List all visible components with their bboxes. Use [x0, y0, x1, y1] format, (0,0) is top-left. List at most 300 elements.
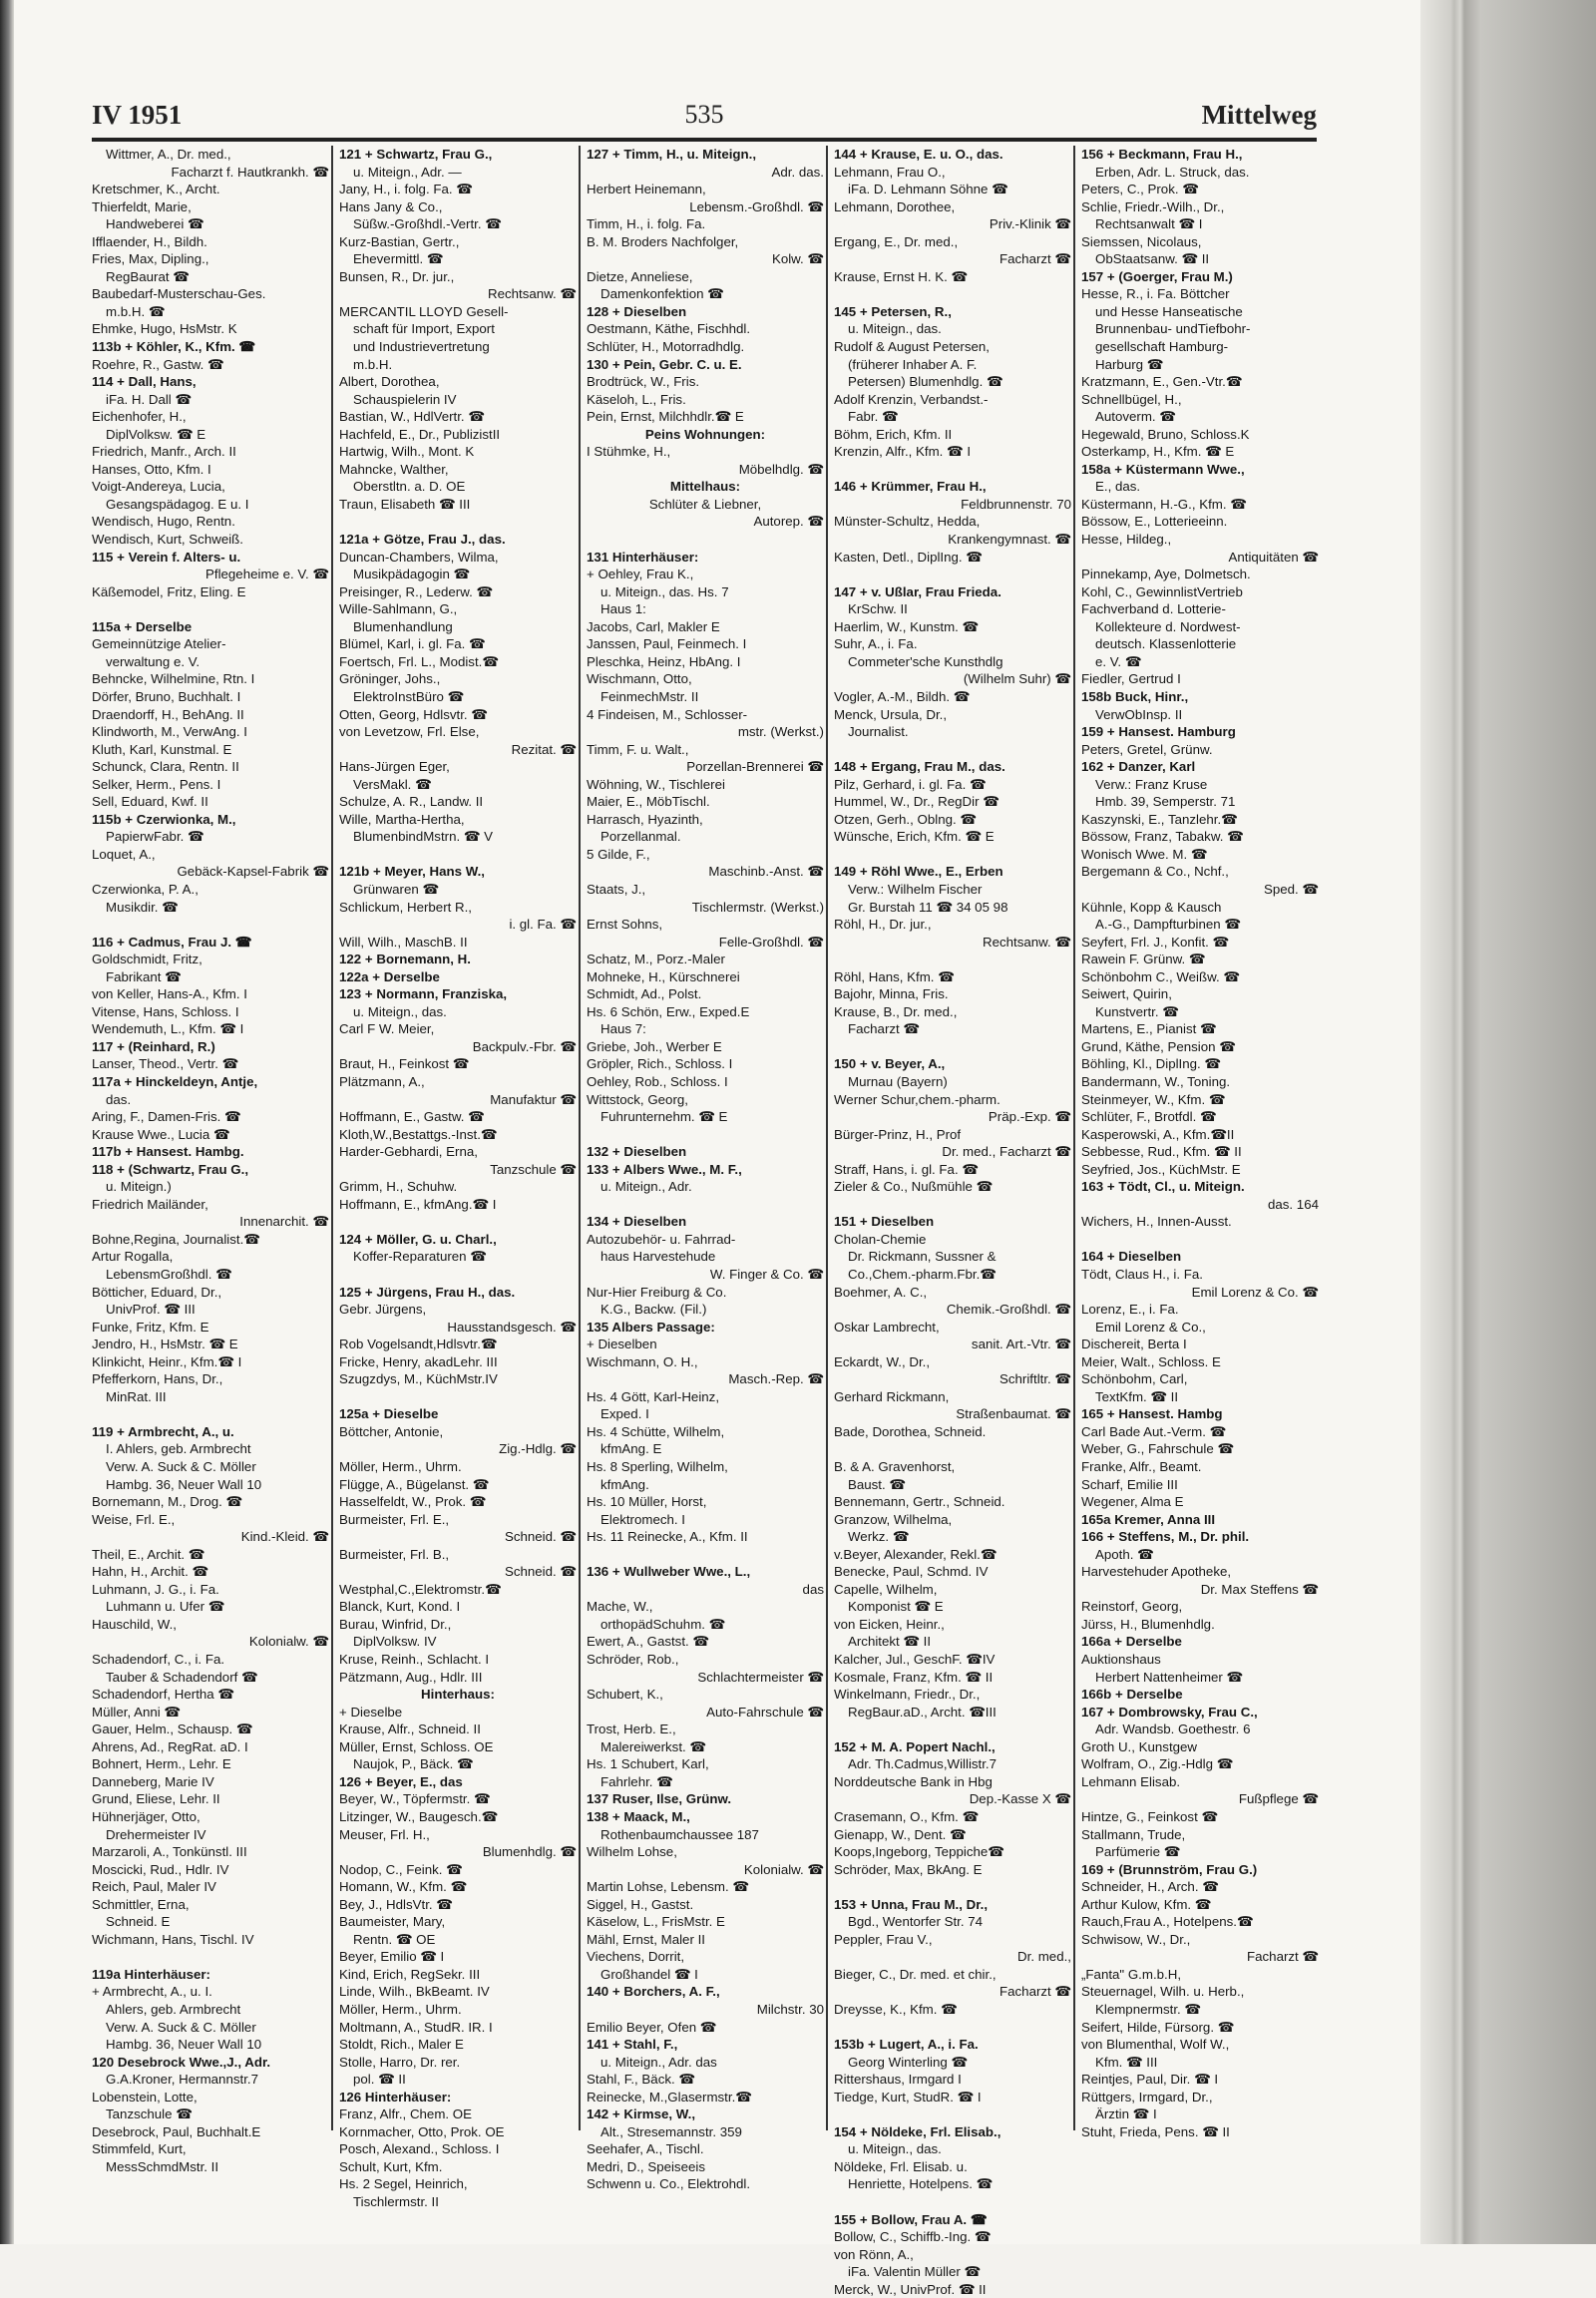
directory-entry: Franke, Alfr., Beamt. [1081, 1459, 1202, 1475]
directory-entry [92, 1405, 329, 1423]
directory-entry: Schmidt, Ad., Polst. [587, 986, 702, 1002]
directory-entry: Lebensm.-Großhdl. ☎ [689, 198, 824, 214]
directory-entry: Schlickum, Herbert R., [339, 899, 473, 915]
directory-entry: Luhmann, J. G., i. Fa. [92, 1581, 219, 1597]
directory-entry: 121a + Götze, Frau J., das. [339, 532, 506, 548]
directory-entry: Carl Bade Aut.-Verm. ☎ [1081, 1423, 1227, 1439]
directory-entry: Wendisch, Hugo, Rentn. [92, 514, 235, 530]
directory-entry: Kalcher, Jul., GeschF. ☎IV [834, 1652, 996, 1668]
directory-entry: Komponist ☎ E [848, 1599, 944, 1615]
directory-entry: Dr. Rickmann, Sussner & [848, 1249, 997, 1265]
directory-entry: Peppler, Frau V., [834, 1931, 933, 1947]
directory-entry [834, 1721, 1071, 1738]
directory-entry: Oskar Lambrecht, [834, 1319, 940, 1335]
directory-entry: Fiedler, Gertrud I [1081, 671, 1181, 687]
directory-entry: Ärztin ☎ I [1095, 2106, 1157, 2122]
directory-entry: mstr. (Werkst.) [737, 724, 824, 740]
directory-entry: u. Miteign., Adr. das [600, 2054, 717, 2070]
directory-entry: Hummel, W., Dr., RegDir ☎ [834, 794, 999, 810]
directory-entry: Vitense, Hans, Schloss. I [92, 1003, 239, 1019]
directory-entry: Bössow, Franz, Tabakw. ☎ [1081, 829, 1244, 845]
directory-entry: Baust. ☎ [848, 1476, 906, 1492]
directory-entry: 125a + Dieselbe [339, 1406, 439, 1422]
directory-entry: Kruse, Reinh., Schlacht. I [339, 1652, 490, 1668]
directory-entry: Facharzt ☎ [1247, 1949, 1319, 1965]
directory-entry: Oberstltn. a. D. OE [353, 479, 466, 495]
directory-entry: Tauber & Schadendorf ☎ [106, 1669, 258, 1685]
directory-entry: Käßemodel, Fritz, Eling. E [92, 583, 246, 599]
directory-entry: 117a + Hinckeldeyn, Antje, [92, 1073, 258, 1089]
directory-entry: Schneid. E [106, 1914, 171, 1930]
directory-entry: Reinstorf, Georg, [1081, 1599, 1183, 1615]
directory-entry: Schlüter, H., Motorradhdlg. [587, 339, 745, 355]
directory-entry: Priv.-Klinik ☎ [989, 216, 1071, 232]
directory-entry: Tödt, Claus H., i. Fa. [1081, 1267, 1203, 1282]
directory-entry: Bajohr, Minna, Fris. [834, 986, 949, 1002]
directory-entry: Schönbohm, Carl, [1081, 1371, 1188, 1387]
directory-entry: Bandermann, W., Toning. [1081, 1073, 1231, 1089]
directory-entry: Bgd., Wentorfer Str. 74 [848, 1914, 984, 1930]
directory-entry: Bade, Dorothea, Schneid. [834, 1423, 987, 1439]
directory-entry: Ehevermittl. ☎ [353, 251, 444, 267]
directory-entry [834, 741, 1071, 759]
directory-entry: Albert, Dorothea, [339, 374, 440, 390]
directory-entry: Krenzin, Alfr., Kfm. ☎ I [834, 444, 972, 460]
directory-entry: Rawein F. Grünw. ☎ [1081, 952, 1206, 967]
directory-entry: + Oehley, Frau K., [587, 567, 694, 582]
directory-entry: orthopädSchuhm. ☎ [600, 1616, 726, 1632]
column-5 [1081, 146, 1319, 2140]
directory-entry: Rentn. ☎ OE [353, 1931, 436, 1947]
directory-entry: Krause, Alfr., Schneid. II [339, 1722, 481, 1737]
directory-entry: Süßw.-Großhdl.-Vertr. ☎ [353, 216, 502, 232]
directory-entry: Otten, Georg, Hdlsvtr. ☎ [339, 706, 488, 722]
directory-entry: VersMakl. ☎ [353, 776, 432, 792]
directory-entry: 148 + Ergang, Frau M., das. [834, 759, 1005, 775]
directory-entry: Werkz. ☎ [848, 1529, 910, 1545]
directory-entry: von Rönn, A., [834, 2246, 914, 2262]
column-2 [339, 146, 577, 2209]
directory-entry: Benecke, Paul, Schmd. IV [834, 1564, 989, 1580]
directory-entry: 122a + Derselbe [339, 968, 440, 984]
directory-entry: Medri, D., Speiseeis [587, 2158, 705, 2174]
directory-entry: Blanck, Kurt, Kond. I [339, 1599, 461, 1615]
directory-entry: Kosmale, Franz, Kfm. ☎ II [834, 1669, 994, 1685]
directory-entry: Eichenhofer, H., [92, 409, 187, 425]
directory-entry [92, 600, 329, 618]
directory-entry: Burau, Winfrid, Dr., [339, 1616, 452, 1632]
directory-entry: Desebrock, Paul, Buchhalt.E [92, 2123, 261, 2139]
directory-entry: Dreysse, K., Kfm. ☎ [834, 2001, 958, 2017]
directory-entry: Franz, Alfr., Chem. OE [339, 2106, 473, 2122]
directory-entry: Klindworth, M., VerwAng. I [92, 724, 247, 740]
directory-entry: 145 + Petersen, R., [834, 303, 952, 319]
directory-entry: Jürss, H., Blumenhdlg. [1081, 1616, 1215, 1632]
directory-entry: und Hesse Hanseatische [1095, 303, 1243, 319]
directory-entry: 158a + Küstermann Wwe., [1081, 461, 1245, 477]
directory-entry: 4 Findeisen, M., Schlosser- [587, 706, 748, 722]
directory-entry: I. Ahlers, geb. Armbrecht [106, 1441, 251, 1457]
directory-entry: Hs. 2 Segel, Heinrich, [339, 2176, 468, 2192]
directory-entry: Wilhelm Lohse, [587, 1844, 677, 1860]
directory-entry: Kluth, Karl, Kunstmal. E [92, 741, 232, 757]
directory-entry: 164 + Dieselben [1081, 1249, 1182, 1265]
directory-entry: Bieger, C., Dr. med. et chir., [834, 1966, 997, 1982]
directory-entry: Grund, Käthe, Pension ☎ [1081, 1038, 1236, 1054]
directory-entry: Staats, J., [587, 881, 646, 897]
directory-entry: Blumenhandlung [353, 618, 453, 634]
directory-entry: m.b.H. ☎ [106, 303, 166, 319]
directory-entry: 154 + Nöldeke, Frl. Elisab., [834, 2123, 1001, 2139]
directory-entry: Stimmfeld, Kurt, [92, 2141, 187, 2157]
directory-entry: Ernst Sohns, [587, 917, 663, 933]
directory-entry: Posch, Alexand., Schloss. I [339, 2141, 500, 2157]
directory-entry: 122 + Bornemann, H. [339, 952, 471, 967]
directory-entry: Linde, Wilh., BkBeamt. IV [339, 1984, 490, 2000]
directory-entry: UnivProf. ☎ III [106, 1302, 196, 1318]
directory-entry: Rauch,Frau A., Hotelpens.☎ [1081, 1914, 1254, 1930]
directory-entry: Hs. 1 Schubert, Karl, [587, 1756, 709, 1772]
directory-entry: Seiwert, Quirin, [1081, 986, 1172, 1002]
directory-entry: Reich, Paul, Maler IV [92, 1879, 216, 1895]
directory-entry: Wolfram, O., Zig.-Hdlg ☎ [1081, 1756, 1234, 1772]
directory-entry: Kornmacher, Otto, Prok. OE [339, 2123, 505, 2139]
directory-entry: Zig.-Hdlg. ☎ [499, 1441, 577, 1457]
column-1 [92, 146, 329, 2174]
directory-entry: Wonisch Wwe. M. ☎ [1081, 846, 1208, 862]
directory-entry: Will, Wilh., MaschB. II [339, 934, 468, 950]
directory-entry: Grünwaren ☎ [353, 881, 440, 897]
directory-entry: 146 + Krümmer, Frau H., [834, 479, 987, 495]
directory-entry: Porzellan-Brennerei ☎ [686, 759, 824, 775]
directory-entry: Hmb. 39, Semperstr. 71 [1095, 794, 1236, 810]
directory-entry: Steuernagel, Wilh. u. Herb., [1081, 1984, 1245, 2000]
directory-entry: Erben, Adr. L. Struck, das. [1095, 164, 1250, 180]
directory-entry: Klinkicht, Heinr., Kfm.☎ I [92, 1353, 242, 1369]
directory-entry: Westphal,C.,Elektromstr.☎ [339, 1581, 502, 1597]
directory-entry: Gemeinnützige Atelier- [92, 636, 226, 652]
directory-entry: Foertsch, Frl. L., Modist.☎ [339, 653, 499, 669]
directory-entry: 132 + Dieselben [587, 1144, 687, 1160]
directory-entry: Bey, J., HdlsVtr. ☎ [339, 1896, 453, 1912]
directory-entry: Haus 7: [600, 1021, 646, 1037]
directory-entry: Nodop, C., Feink. ☎ [339, 1861, 463, 1877]
directory-entry: Bössow, E., Lotterieeinn. [1081, 514, 1228, 530]
directory-entry: Janssen, Paul, Feinmech. I [587, 636, 747, 652]
directory-entry: Osterkamp, H., Kfm. ☎ E [1081, 444, 1235, 460]
directory-entry: 153b + Lugert, A., i. Fa. [834, 2037, 979, 2053]
directory-entry [587, 1196, 824, 1214]
directory-entry: Maschinb.-Anst. ☎ [708, 864, 824, 880]
directory-entry: Verw.: Franz Kruse [1095, 776, 1208, 792]
directory-entry: Damenkonfektion ☎ [600, 286, 724, 302]
directory-entry: Kasten, Detl., DiplIng. ☎ [834, 549, 983, 565]
directory-entry: iFa. H. Dall ☎ [106, 391, 193, 407]
directory-entry: DiplVolksw. ☎ E [106, 426, 206, 442]
directory-entry: Pein, Ernst, Milchhdlr.☎ E [587, 409, 744, 425]
directory-entry: Feldbrunnenstr. 70 [961, 496, 1071, 512]
directory-entry: Harder-Gebhardi, Erna, [339, 1144, 478, 1160]
directory-entry [834, 2106, 1071, 2123]
directory-entry [339, 1266, 577, 1284]
directory-entry: Brunnenbau- undTiefbohr- [1095, 321, 1251, 337]
directory-entry: Elektromech. I [600, 1511, 685, 1527]
directory-entry: Lanser, Theod., Vertr. ☎ [92, 1056, 239, 1072]
directory-entry: 153 + Unna, Frau M., Dr., [834, 1896, 989, 1912]
directory-entry: 165 + Hansest. Hambg [1081, 1406, 1223, 1422]
directory-entry: u. Miteign., das. [353, 1003, 447, 1019]
directory-entry: 152 + M. A. Popert Nachl., [834, 1738, 996, 1754]
directory-entry [834, 566, 1071, 583]
directory-entry: u. Miteign.) [106, 1179, 172, 1195]
directory-entry: Porzellanmal. [600, 829, 681, 845]
directory-entry: Jany, H., i. folg. Fa. ☎ [339, 182, 473, 197]
directory-entry: Oehley, Rob., Schloss. I [587, 1073, 728, 1089]
directory-entry: Kollekteure d. Nordwest- [1095, 618, 1241, 634]
directory-entry [834, 1440, 1071, 1458]
directory-entry: Lehmann Elisab. [1081, 1773, 1181, 1789]
directory-entry: Ahrens, Ad., RegRat. aD. I [92, 1738, 248, 1754]
directory-entry: das. 164 [1267, 1196, 1319, 1212]
directory-entry: Pilz, Gerhard, i. gl. Fa. ☎ [834, 776, 987, 792]
directory-entry: iFa. D. Lehmann Söhne ☎ [848, 182, 1008, 197]
directory-entry: Trost, Herb. E., [587, 1722, 676, 1737]
directory-entry: Jendro, H., HsMstr. ☎ E [92, 1337, 238, 1352]
directory-entry: Masch.-Rep. ☎ [728, 1371, 824, 1387]
directory-entry: Bohnert, Herm., Lehr. E [92, 1756, 231, 1772]
directory-entry: i. gl. Fa. ☎ [509, 917, 577, 933]
directory-entry: Pfefferkorn, Hans, Dr., [92, 1371, 223, 1387]
directory-entry: Fricke, Henry, akadLehr. III [339, 1353, 498, 1369]
directory-entry: Naujok, P., Bäck. ☎ [353, 1756, 474, 1772]
directory-entry: Musikdir. ☎ [106, 899, 179, 915]
directory-entry: Backpulv.-Fbr. ☎ [472, 1038, 577, 1054]
directory-entry: MinRat. III [106, 1388, 167, 1404]
directory-entry: Hs. 6 Schön, Erw., Exped.E [587, 1003, 750, 1019]
directory-entry: 158b Buck, Hinr., [1081, 688, 1189, 704]
directory-entry: Röhl, Hans, Kfm. ☎ [834, 968, 955, 984]
directory-entry: 126 Hinterhäuser: [339, 2089, 452, 2105]
directory-entry [834, 951, 1071, 968]
directory-entry: Wünsche, Erich, Kfm. ☎ E [834, 829, 995, 845]
directory-entry [339, 1388, 577, 1406]
directory-entry: Fahrlehr. ☎ [600, 1773, 673, 1789]
directory-entry: Menck, Ursula, Dr., [834, 706, 948, 722]
directory-entry: Braut, H., Feinkost ☎ [339, 1056, 470, 1072]
directory-entry: Kratzmann, E., Gen.-Vtr.☎ [1081, 374, 1243, 390]
directory-entry: Bennemann, Gertr., Schneid. [834, 1494, 1005, 1510]
directory-entry: Rudolf & August Petersen, [834, 339, 990, 355]
directory-entry: Eckardt, W., Dr., [834, 1353, 931, 1369]
directory-entry: Schmittler, Erna, [92, 1896, 190, 1912]
directory-entry: + Armbrecht, A., u. I. [92, 1984, 212, 2000]
directory-entry: DiplVolksw. IV [353, 1634, 437, 1650]
directory-entry: Architekt ☎ II [848, 1634, 932, 1650]
directory-entry [587, 531, 824, 549]
directory-entry: W. Finger & Co. ☎ [709, 1267, 824, 1282]
directory-entry: RegBaurat ☎ [106, 268, 190, 284]
directory-entry: Peters, C., Prok. ☎ [1081, 182, 1199, 197]
directory-entry: Schröder, Max, BkAng. E [834, 1861, 983, 1877]
directory-entry: Verw. A. Suck & C. Möller [106, 1459, 256, 1475]
directory-entry: Bohne,Regina, Journalist.☎ [92, 1231, 260, 1247]
directory-entry: Hoffmann, E., Gastw. ☎ [339, 1109, 485, 1125]
directory-entry: 150 + v. Beyer, A., [834, 1056, 946, 1072]
directory-entry: Hartwig, Wilh., Mont. K [339, 444, 475, 460]
directory-entry: Loquet, A., [92, 846, 156, 862]
directory-entry: Pinnekamp, Aye, Dolmetsch. [1081, 567, 1251, 582]
directory-entry: Rüttgers, Irmgard, Dr., [1081, 2089, 1213, 2105]
directory-entry: v.Beyer, Alexander, Rekl.☎ [834, 1546, 998, 1562]
directory-entry: Apoth. ☎ [1095, 1546, 1154, 1562]
directory-entry: Beyer, Emilio ☎ I [339, 1949, 445, 1965]
directory-entry: 155 + Bollow, Frau A. ☎ [834, 2211, 988, 2227]
directory-entry: Flügge, A., Bügelanst. ☎ [339, 1476, 490, 1492]
directory-entry: Sped. ☎ [1263, 881, 1319, 897]
directory-entry: Henriette, Hotelpens. ☎ [848, 2176, 994, 2192]
directory-entry: Hahn, H., Archit. ☎ [92, 1564, 209, 1580]
directory-entry: Bastian, W., HdlVertr. ☎ [339, 409, 485, 425]
directory-entry: Käseloh, L., Fris. [587, 391, 686, 407]
directory-entry: Fabr. ☎ [848, 409, 899, 425]
directory-entry: Mohneke, H., Kürschnerei [587, 968, 740, 984]
directory-entry [834, 1038, 1071, 1056]
directory-entry: MERCANTIL LLOYD Gesell- [339, 303, 509, 319]
directory-entry: 115 + Verein f. Alters- u. [92, 549, 241, 565]
directory-entry: Innenarchit. ☎ [239, 1214, 329, 1230]
directory-entry: Wöhning, W., Tischlerei [587, 776, 725, 792]
directory-entry: Wischmann, O. H., [587, 1353, 698, 1369]
directory-entry: Bornemann, M., Drog. ☎ [92, 1494, 243, 1510]
directory-entry: Roehre, R., Gastw. ☎ [92, 356, 224, 372]
directory-entry: Ewert, A., Gastst. ☎ [587, 1634, 709, 1650]
directory-entry: u. Miteign., das. Hs. 7 [600, 583, 729, 599]
directory-entry: Straßenbaumat. ☎ [956, 1406, 1071, 1422]
directory-entry: Gr. Burstah 11 ☎ 34 05 98 [848, 899, 1008, 915]
directory-entry: Stolle, Harro, Dr. rer. [339, 2054, 461, 2070]
directory-entry: Carl F W. Meier, [339, 1021, 435, 1037]
directory-entry: Röhl, H., Dr. jur., [834, 917, 932, 933]
directory-entry: Groth U., Kunstgew [1081, 1738, 1198, 1754]
directory-entry: Homann, W., Kfm. ☎ [339, 1879, 468, 1895]
directory-entry: Kaszynski, E., Tanzlehr.☎ [1081, 811, 1238, 827]
directory-entry: Schneid. ☎ [504, 1529, 577, 1545]
directory-entry: Reinecke, M.,Glasermstr.☎ [587, 2089, 752, 2105]
directory-entry: 117b + Hansest. Hambg. [92, 1144, 244, 1160]
directory-entry: deutsch. Klassenlotterie [1095, 636, 1237, 652]
directory-entry: VerwObInsp. II [1095, 706, 1183, 722]
directory-entry: Hauschild, W., [92, 1616, 177, 1632]
directory-entry: Schnellbügel, H., [1081, 391, 1182, 407]
directory-entry: Danneberg, Marie IV [92, 1773, 214, 1789]
directory-entry: Litzinger, W., Baugesch.☎ [339, 1808, 499, 1824]
directory-entry: Aring, F., Damen-Fris. ☎ [92, 1109, 241, 1125]
directory-entry: Gienapp, W., Dent. ☎ [834, 1826, 967, 1842]
directory-entry: 115b + Czerwionka, M., [92, 811, 236, 827]
directory-entry: Peters, Gretel, Grünw. [1081, 741, 1213, 757]
directory-entry: Tanzschule ☎ [106, 2106, 193, 2122]
directory-entry: Co.,Chem.-pharm.Fbr.☎ [848, 1267, 997, 1282]
directory-entry: Gebäck-Kapsel-Fabrik ☎ [177, 864, 329, 880]
directory-entry: Selker, Herm., Pens. I [92, 776, 221, 792]
directory-entry: Tischlermstr. (Werkst.) [691, 899, 824, 915]
directory-entry: Seyfert, Frl. J., Konfit. ☎ [1081, 934, 1230, 950]
directory-entry: Lorenz, E., i. Fa. [1081, 1302, 1179, 1318]
directory-entry: u. Miteign., Adr. — [353, 164, 462, 180]
directory-entry: Schlachtermeister ☎ [697, 1669, 824, 1685]
directory-entry: Bürger-Prinz, H., Prof [834, 1126, 962, 1142]
directory-entry: Goldschmidt, Fritz, [92, 952, 202, 967]
directory-entry: haus Harvestehude [600, 1249, 716, 1265]
directory-entry: Haerlim, W., Kunstm. ☎ [834, 618, 980, 634]
directory-entry: Weise, Frl. E., [92, 1511, 176, 1527]
directory-entry: Oestmann, Käthe, Fischhdl. [587, 321, 751, 337]
directory-entry: Plätzmann, A., [339, 1073, 425, 1089]
directory-entry: Autozubehör- u. Fahrrad- [587, 1231, 736, 1247]
directory-entry: Szugzdys, M., KüchMstr.IV [339, 1371, 498, 1387]
directory-entry: I Stühmke, H., [587, 444, 671, 460]
directory-entry [339, 1213, 577, 1231]
directory-entry: 114 + Dall, Hans, [92, 374, 197, 390]
directory-entry: Schröder, Rob., [587, 1652, 679, 1668]
directory-entry: Stoldt, Rich., Maler E [339, 2037, 464, 2053]
directory-entry: u. Miteign., Adr. [600, 1179, 692, 1195]
directory-entry: Lehmann, Dorothee, [834, 198, 956, 214]
directory-entry: Peins Wohnungen: [644, 426, 766, 442]
directory-entry: 166b + Derselbe [1081, 1687, 1183, 1703]
directory-entry: Kind.-Kleid. ☎ [240, 1529, 329, 1545]
directory-entry: Griebe, Joh., Werber E [587, 1038, 722, 1054]
directory-entry: Emilio Beyer, Ofen ☎ [587, 2019, 717, 2035]
directory-entry: Hs. 8 Sperling, Wilhelm, [587, 1459, 728, 1475]
directory-entry: Bötticher, Eduard, Dr., [92, 1284, 222, 1300]
directory-entry: Milchstr. 30 [756, 2001, 824, 2017]
directory-entry: Verw. A. Suck & C. Möller [106, 2019, 256, 2035]
directory-entry: 159 + Hansest. Hamburg [1081, 724, 1236, 740]
directory-entry: 156 + Beckmann, Frau H., [1081, 147, 1243, 162]
directory-entry: Böhling, Kl., DiplIng. ☎ [1081, 1056, 1221, 1072]
directory-entry: Nur-Hier Freiburg & Co. [587, 1284, 727, 1300]
directory-entry: (Wilhelm Suhr) ☎ [963, 671, 1071, 687]
directory-entry [834, 846, 1071, 864]
directory-entry: Voigt-Andereya, Lucia, [92, 479, 225, 495]
directory-entry: Schlüter, F., Brotfdl. ☎ [1081, 1109, 1217, 1125]
directory-entry: Dischereit, Berta I [1081, 1337, 1187, 1352]
directory-entry: Großhandel ☎ I [600, 1966, 698, 1982]
directory-entry: Haus 1: [600, 601, 646, 617]
directory-entry: Gerhard Rickmann, [834, 1388, 950, 1404]
directory-entry: Hans-Jürgen Eger, [339, 759, 450, 775]
directory-entry: Otzen, Gerh., Oblng. ☎ [834, 811, 977, 827]
directory-entry: Wille-Sahlmann, G., [339, 601, 458, 617]
directory-entry: Tischlermstr. II [353, 2193, 439, 2209]
directory-entry: 166a + Derselbe [1081, 1634, 1182, 1650]
directory-entry: Kind, Erich, RegSekr. III [339, 1966, 481, 1982]
directory-entry: Hs. 4 Schütte, Wilhelm, [587, 1423, 725, 1439]
directory-entry: Harvestehuder Apotheke, [1081, 1564, 1232, 1580]
directory-entry: Seifert, Hilde, Fürsorg. ☎ [1081, 2019, 1235, 2035]
directory-entry: Stuht, Frieda, Pens. ☎ II [1081, 2123, 1230, 2139]
directory-entry: Wegener, Alma E [1081, 1494, 1184, 1510]
directory-entry: Gröninger, Johs., [339, 671, 441, 687]
directory-entry: Boehmer, A. C., [834, 1284, 928, 1300]
directory-entry: e. V. ☎ [1095, 653, 1142, 669]
directory-entry: 135 Albers Passage: [587, 1319, 715, 1335]
directory-entry [834, 285, 1071, 303]
directory-entry: Schadendorf, Hertha ☎ [92, 1687, 234, 1703]
directory-entry: Werner Schur,chem.-pharm. [834, 1091, 1000, 1107]
directory-entry: Harburg ☎ [1095, 356, 1164, 372]
